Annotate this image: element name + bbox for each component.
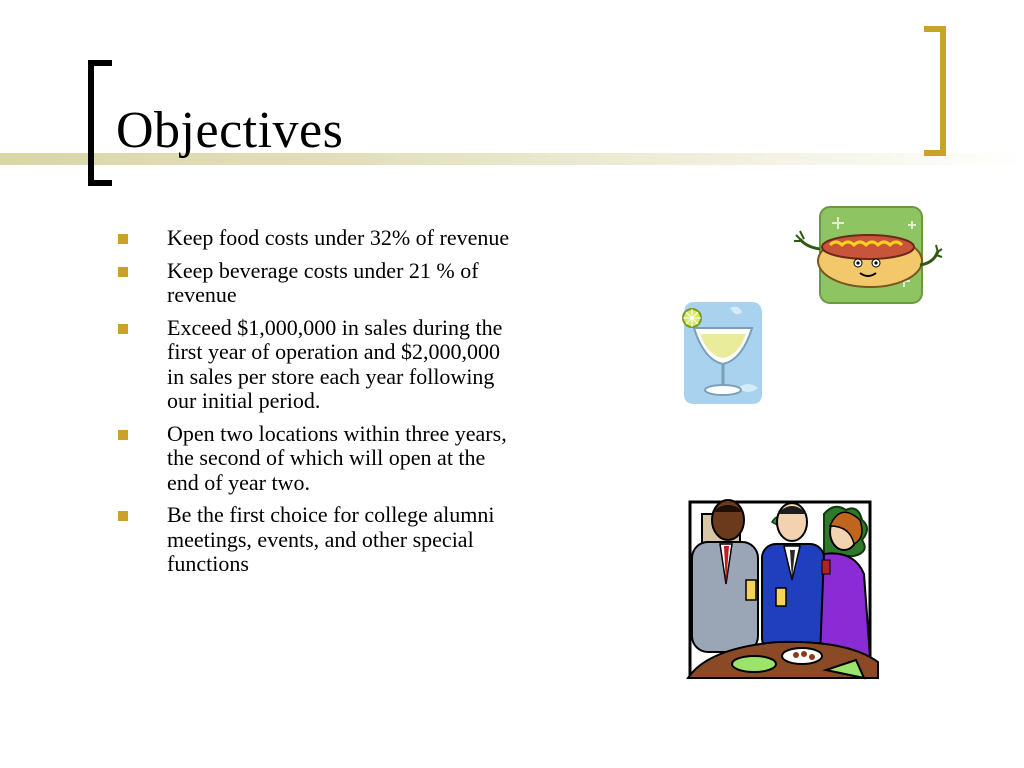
bullet-text: Be the first choice for college alumni meetings, events, and other special functions	[167, 502, 495, 576]
bullet-item	[118, 316, 518, 414]
bullet-text: Exceed $1,000,000 in sales during the first year of operation and $2,000,000 in sales per store each year following our initial period.	[167, 314, 503, 413]
hot-dog-clipart	[792, 205, 948, 305]
bullet-square-icon	[118, 234, 128, 244]
left-bracket-decoration	[88, 60, 112, 186]
bullet-item	[118, 503, 518, 577]
bullet-text: Keep food costs under 32% of revenue	[167, 225, 510, 250]
bullet-item	[118, 226, 518, 251]
business-people-party-clipart	[684, 492, 886, 682]
bullet-item	[118, 422, 518, 496]
bullet-square-icon	[118, 324, 128, 334]
bullet-square-icon	[118, 511, 128, 521]
bullet-item	[118, 259, 518, 308]
bullet-text: Open two locations within three years, the second of which will open at the end of year two.	[167, 420, 507, 495]
bullet-square-icon	[118, 267, 128, 277]
right-bracket-decoration	[924, 26, 946, 156]
bullet-square-icon	[118, 430, 128, 440]
bullet-text: Keep beverage costs under 21 % of revenue	[167, 257, 479, 307]
slide-title: Objectives	[116, 102, 344, 159]
margarita-glass-clipart	[680, 298, 766, 406]
bullet-list	[118, 226, 518, 585]
